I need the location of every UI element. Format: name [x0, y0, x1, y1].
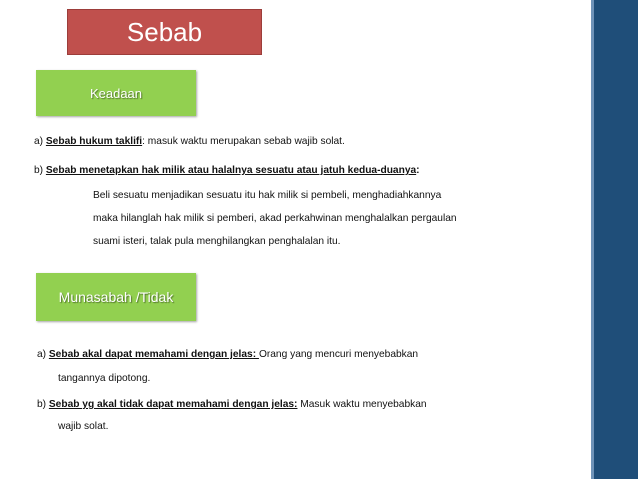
paragraph-line-1: Beli sesuatu menjadikan sesuatu itu hak milik si pembeli, menghadiahkannya [93, 190, 442, 201]
item-rest-text: Orang yang mencuri menyebabkan [258, 349, 419, 360]
item-b-continuation: wajib solat. [58, 421, 109, 432]
item-prefix: b) [37, 399, 49, 410]
section-label-text: Munasabah /Tidak [58, 289, 174, 305]
item-a-continuation: tangannya dipotong. [58, 373, 151, 384]
item-a-munasabah [37, 349, 418, 360]
item-prefix: a) [37, 349, 49, 360]
paragraph-line-2: maka hilanglah hak milik si pemberi, akad perkahwinan menghalalkan pergaulan [93, 213, 457, 224]
item-bold-text: Sebab menetapkan hak milik atau halalnya sesuatu atau jatuh kedua-duanya [45, 165, 417, 176]
section-label-text: Keadaan [89, 85, 143, 101]
section-label-munasabah [36, 273, 196, 321]
item-b-munasabah [37, 399, 427, 410]
item-rest-text: : masuk waktu merupakan sebab wajib solat. [142, 136, 345, 147]
item-bold-text: Sebab akal dapat memahami dengan jelas: [48, 349, 259, 360]
slide-title: Sebab [126, 16, 203, 47]
slide-title-box [67, 9, 262, 55]
paragraph-line-3: suami isteri, talak pula menghilangkan penghalalan itu. [93, 236, 341, 247]
item-rest-text: Masuk waktu menyebabkan [297, 399, 427, 410]
right-sidebar-bar [594, 0, 638, 479]
item-rest-text: : [416, 165, 420, 176]
section-label-keadaan [36, 70, 196, 116]
item-prefix: b) [34, 165, 46, 176]
item-a-keadaan [34, 136, 345, 147]
item-prefix: a) [34, 136, 46, 147]
item-bold-text: Sebab yg akal tidak dapat memahami dengan jelas: [48, 399, 298, 410]
item-b-keadaan [34, 165, 420, 176]
item-bold-text: Sebab hukum taklifi [45, 136, 143, 147]
